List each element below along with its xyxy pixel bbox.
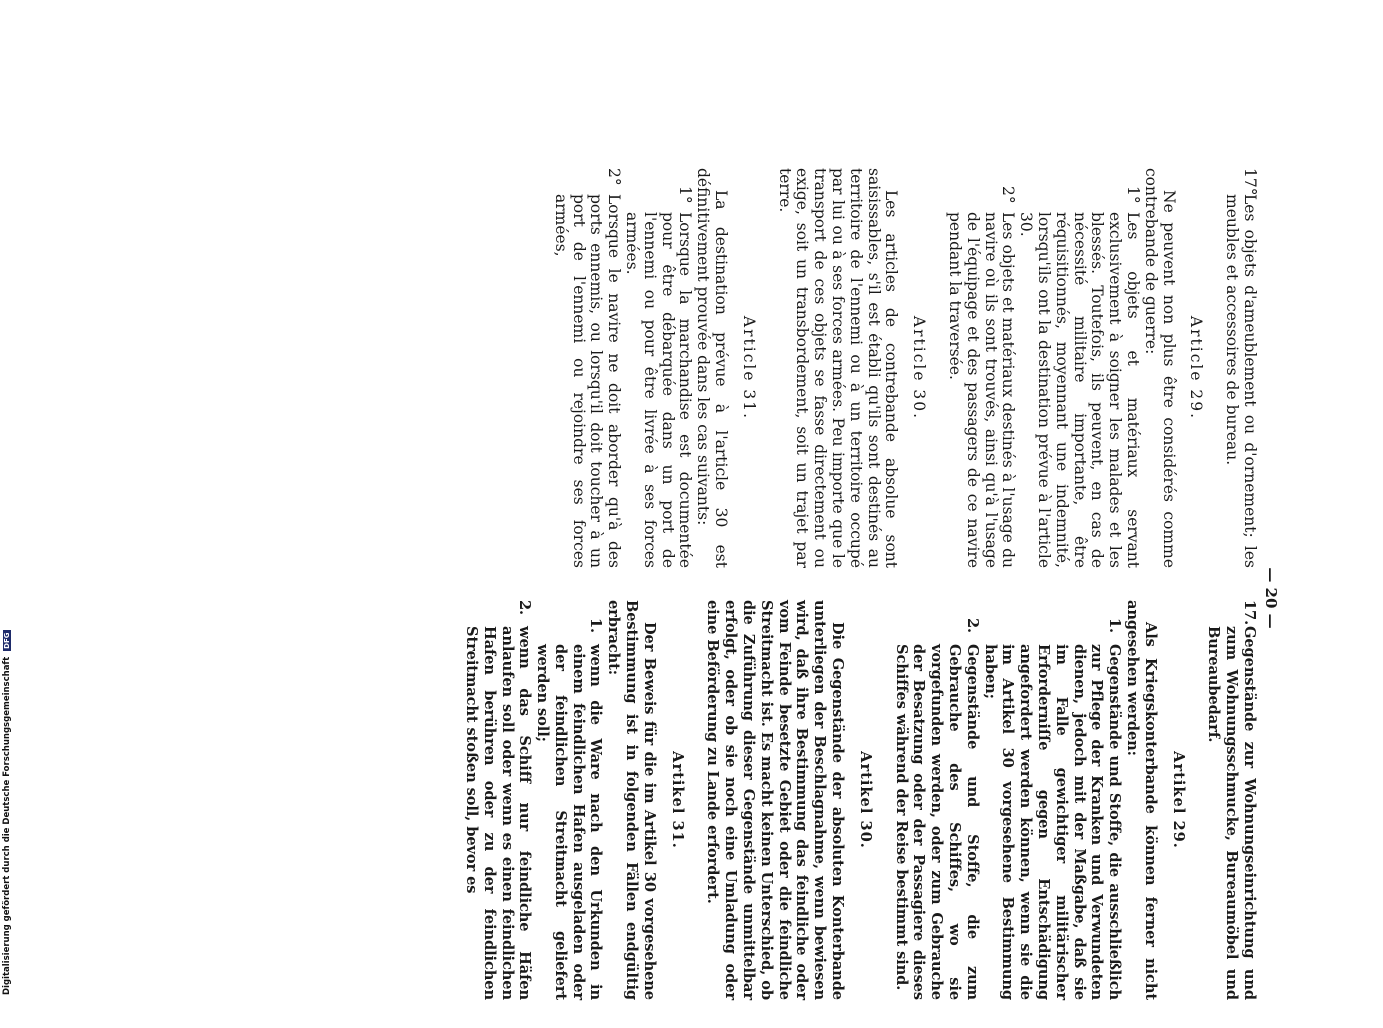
item-number: 17° <box>1241 168 1259 196</box>
french-art29-item-2 <box>945 168 1016 568</box>
article-29-lead-de: Als Kriegskonterbande können ferner nicht angesehen werden: <box>1124 600 1159 1000</box>
german-column <box>462 600 1258 1000</box>
french-column <box>551 168 1258 568</box>
item-number: 2° <box>999 186 1018 204</box>
article-31-lead-de: Der Beweis für die im Artikel 30 vorgesehene Bestimmung ist in folgenden Fällen endgültig erbracht: <box>605 600 658 1000</box>
page-number: — 20 — <box>1262 567 1280 629</box>
article-31-heading-de: Artikel 31. <box>668 751 686 849</box>
french-art29-item-1 <box>1016 168 1141 568</box>
item-number: 1° <box>1124 186 1143 204</box>
item-text: Les objets et matériaux servant exclusivement à soigner les malades et les blessés. Toutefois, ils peuvent, en cas de nécessité militaire importante, être réquisitionnés, moyennant une indemnité, lorsqu'ils ont la destination prévue à l'article 30. <box>1017 212 1143 568</box>
credit-text: Digitalisierung gefördert durch die Deutsche Forschungsgemeinschaft <box>2 656 12 995</box>
article-29-lead-fr: Ne peuvent non plus être considérés comme contrebande de guerre: <box>1141 168 1178 568</box>
item-text: Lorsque la marchandise est documentée pour être débarquée dans un port de l'ennemi ou pour être livrée à ses forces armées. <box>623 212 695 568</box>
french-art31-item-2 <box>551 168 622 568</box>
german-art29-item-2 <box>892 600 981 1000</box>
digitization-credit <box>2 630 12 995</box>
item-text: Lorsque le navire ne doit aborder qu'à des ports ennemis, ou lorsqu'il doit toucher à un port de l'ennemi ou rejoindre ses forces armées, <box>551 194 624 568</box>
german-art31-item-2 <box>462 600 533 1000</box>
item-text: Gegenstände und Stoffe, die ausschließlich zur Pflege der Kranken und Verwundeten dienen, jedoch mit der Maßgabe, daß sie im Falle gewichtiger militärischer Erforderniſſe gegen Entschädigung angefordert werden können, wenn sie die im Artikel 30 vorgesehene Bestimmung haben; <box>981 644 1124 1000</box>
item-number: 1. <box>587 618 605 634</box>
article-30-text-de: Die Gegenstände der absoluten Konterbande unterliegen der Beschlagnahme, wenn bewiesen wird, daß ihre Bestimmung das feindliche oder vom Feinde besetzte Gebiet oder die feindliche Streitmacht ist. Es macht keinen Unterschied, ob die Zuführung dieser Gegenstände unmittelbar erfolgt, oder ob sie noch eine Umladung oder eine Beförderung zu Lande erfordert. <box>704 600 847 1000</box>
item-number: 1° <box>676 186 695 204</box>
item-number: 2° <box>605 168 624 186</box>
french-art31-item-1 <box>622 168 693 568</box>
item-text: wenn die Ware nach den Urkunden in einem feindlichen Hafen ausgeladen oder der feindlichen Streitmacht geliefert werden soll; <box>534 644 605 1000</box>
item-text: Gegenstände und Stoffe, die zum Gebrauche des Schiffes, wo sie vorgefunden werden, oder zum Gebrauche der Besatzung oder der Passagiere dieses Schiffes während der Reise bestimmt sind. <box>892 644 981 1000</box>
item-number: 2. <box>516 600 534 616</box>
dfg-logo-icon: DFG <box>3 632 11 649</box>
german-item-17 <box>1205 600 1258 1000</box>
article-31-lead-fr: La destination prévue à l'article 30 est définitivement prouvée dans les cas suivants: <box>694 168 731 568</box>
item-number: 1. <box>1106 618 1124 634</box>
article-30-heading-fr: Article 30. <box>910 315 929 421</box>
item-number: 2. <box>963 618 981 634</box>
german-art29-item-1 <box>981 600 1123 1000</box>
article-29-heading-de: Artikel 29. <box>1169 751 1187 849</box>
article-30-heading-de: Artikel 30. <box>856 751 874 849</box>
german-art31-item-1 <box>533 600 604 1000</box>
item-text: Gegenstände zur Wohnungseinrichtung und zum Wohnungsschmucke, Bureaumöbel und Bureaubedarf. <box>1205 626 1258 1000</box>
article-31-heading-fr: Article 31. <box>739 315 758 421</box>
item-number: 17. <box>1241 600 1258 626</box>
item-text: Les objets d'ameublement ou d'ornement; les meubles et accessoires de bureau. <box>1223 194 1259 568</box>
item-text: Les objets et matériaux destinés à l'usage du navire où ils sont trouvés, ainsi qu'à l'usage de l'équipage et des passagers de ce navire pendant la traversée. <box>946 212 1018 568</box>
article-30-text-fr: Les articles de contrebande absolue sont saisissables, s'il est établi qu'ils sont destinés au territoire de l'ennemi ou à un territoire occupé par lui ou à ses forces armées. Peu importe que le transport de ces objets se fasse directement ou exige, soit un transbordement, soit un trajet par terre. <box>775 168 901 568</box>
article-29-heading-fr: Article 29. <box>1187 315 1206 421</box>
french-item-17 <box>1222 168 1258 568</box>
item-text: wenn das Schiff nur feindliche Häfen anlaufen soll oder wenn es einen feindlichen Hafen berühren oder zu der feindlichen Streitmacht stoßen soll, bevor es <box>462 626 534 1000</box>
rotated-page <box>248 168 1280 1028</box>
